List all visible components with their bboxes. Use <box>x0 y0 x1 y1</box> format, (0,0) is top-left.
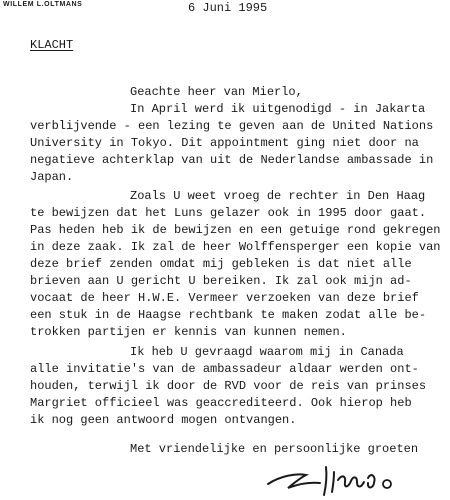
paragraph2-line: een stuk in de Haagse rechtbank te maken zodat alle be- <box>30 308 427 322</box>
paragraph1-line: University in Tokyo. Dit appointment ging niet door na <box>30 136 419 150</box>
paragraph2-line: brieven aan U gericht U bereiken. Ik zal ook mijn ad- <box>30 274 412 288</box>
paragraph1-line: negatieve achterklap van uit de Nederlandse ambassade in <box>30 153 434 167</box>
letter-heading: KLACHT <box>30 38 74 52</box>
paragraph3-line: ik nog geen antwoord mogen ontvangen. <box>30 413 297 427</box>
paragraph3-line: Margriet officieel was geaccrediteerd. Ook hierop heb <box>30 396 412 410</box>
paragraph3-line: houden, terwijl ik door de RVD voor de reis van prinses <box>30 379 427 393</box>
paragraph2-line: te bewijzen dat het Luns gelazer ook in 1995 door gaat. <box>30 206 427 220</box>
paragraph2-line: in deze zaak. Ik zal de heer Wolffensperger een kopie van <box>30 240 441 254</box>
paragraph3-line: alle invitatie's van de ambassadeur aldaar werden ont- <box>30 362 419 376</box>
greeting: Geachte heer van Mierlo, <box>130 85 303 99</box>
letterhead: WILLEM L.OLTMANS <box>3 1 83 8</box>
paragraph1-line: In April werd ik uitgenodigd - in Jakarta <box>130 102 426 116</box>
paragraph2-line: deze brief zenden omdat mij gebleken is dat niet alle <box>30 257 412 271</box>
letter-date: 6 Juni 1995 <box>188 1 268 15</box>
paragraph2-line: Zoals U weet vroeg de rechter in Den Haag <box>130 189 426 203</box>
paragraph2-line: trokken partijen er kennis van kunnen nemen. <box>30 325 347 339</box>
closing: Met vriendelijke en persoonlijke groeten <box>130 442 419 456</box>
paragraph3-line: Ik heb U gevraagd waarom mij in Canada <box>130 345 404 359</box>
signature <box>250 462 400 498</box>
paragraph1-line: Japan. <box>30 170 74 184</box>
paragraph1-line: verblijvende - een lezing te geven aan de United Nations <box>30 119 434 133</box>
paragraph2-line: vocaat de heer H.W.E. Vermeer verzoeken van deze brief <box>30 291 419 305</box>
paragraph2-line: Pas heden heb ik de bewijzen en een getuige rond gekregen <box>30 223 441 237</box>
